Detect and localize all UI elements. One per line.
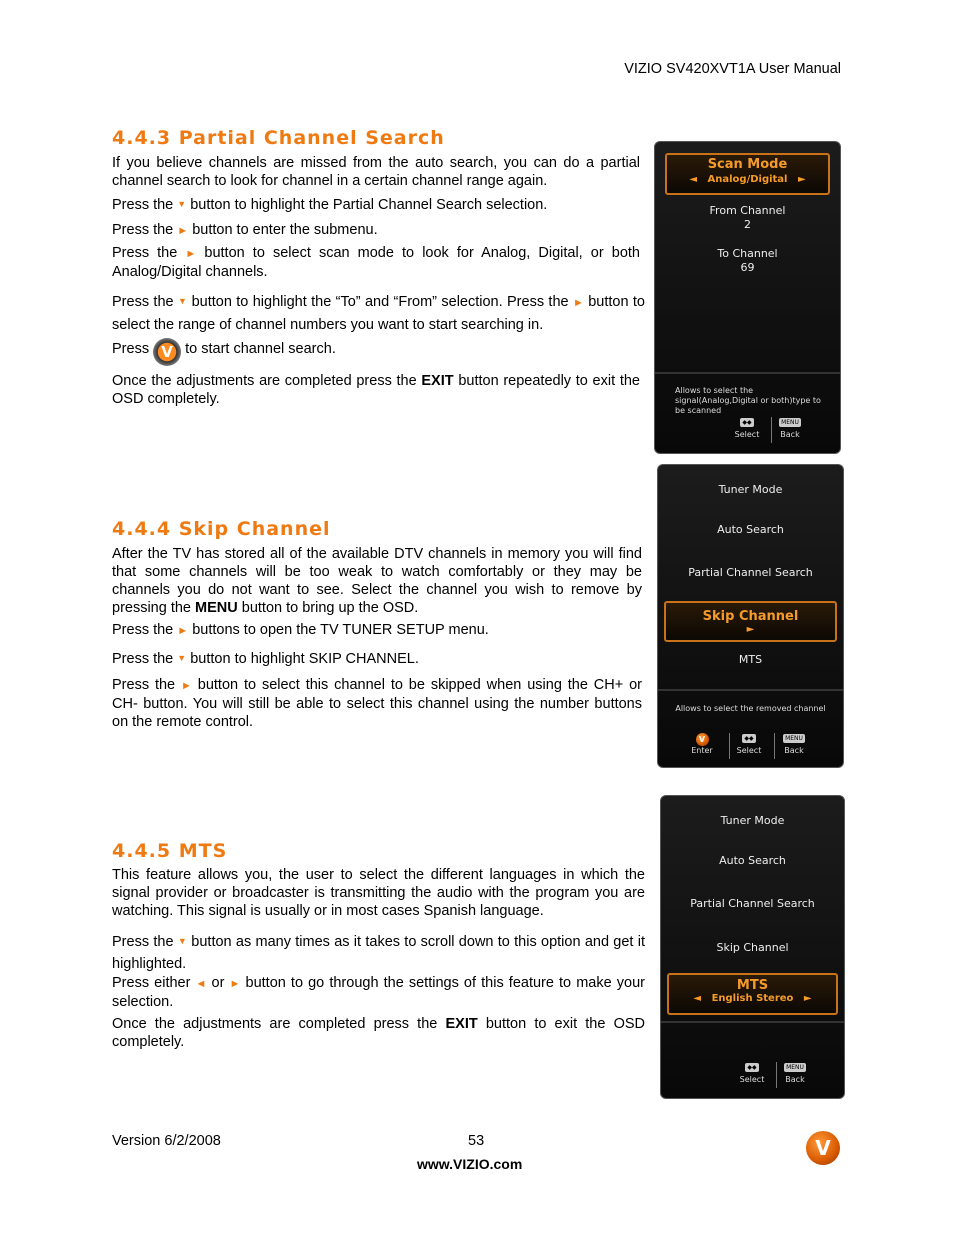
divider <box>655 372 840 374</box>
scan-mode-value-row <box>667 174 828 185</box>
paragraph: Press the ▼ button as many times as it takes to scroll down to this option and get it highlighted. <box>112 934 645 972</box>
down-arrow-icon: ▼ <box>177 296 188 306</box>
right-arrow-icon: ► <box>229 978 241 990</box>
right-arrow-icon: ► <box>181 680 192 692</box>
vizio-v-button-icon: V <box>153 338 181 366</box>
paragraph: Press the ▼ button to highlight the Partial Channel Search selection. <box>112 197 548 213</box>
left-arrow-icon: ◄ <box>195 978 207 990</box>
arrow-keys-icon: ◆◆ <box>744 735 754 742</box>
menu-item-mts-highlighted <box>667 973 838 1015</box>
right-arrow-icon: ► <box>746 624 755 635</box>
vizio-logo-icon: V <box>806 1131 840 1165</box>
paragraph: Press the ► buttons to open the TV TUNER SETUP menu. <box>112 622 489 638</box>
left-arrow-icon: ◄ <box>693 993 702 1004</box>
paragraph: Press the ► button to select this channel to be skipped when using the CH+ or CH- button. You will still be able to select this channel using the number buttons on the remote control. <box>112 677 642 730</box>
section-heading-skip-channel: 4.4.4 Skip Channel <box>112 518 331 540</box>
right-arrow-icon: ► <box>177 225 189 237</box>
paragraph: If you believe channels are missed from the auto search, you can do a partial channel search to look for channel in a certain channel range again. <box>112 155 640 189</box>
select-control: ◆◆ Select <box>739 1064 765 1084</box>
footer-url: www.VIZIO.com <box>417 1156 523 1172</box>
arrow-keys-icon: ◆◆ <box>747 1064 757 1071</box>
paragraph: Press the ▼ button to highlight the “To” and “From” selection. Press the ► button to select the range of channel numbers you want to start searching in. <box>112 294 645 333</box>
osd-hint-text: Allows to select the removed channel <box>675 704 826 713</box>
paragraph: Press either ◄ or ► button to go through the settings of this feature to make your selection. <box>112 975 645 1010</box>
paragraph: Press the ► button to select scan mode to look for Analog, Digital, or both Analog/Digital channels. <box>112 245 640 280</box>
vizio-v-button-icon: V <box>696 733 709 746</box>
right-arrow-icon: ► <box>177 625 189 637</box>
section-heading-mts: 4.4.5 MTS <box>112 840 228 862</box>
back-control: MENU Back <box>785 1064 805 1084</box>
left-arrow-icon: ◄ <box>689 174 698 185</box>
menu-item-skip-channel-highlighted <box>664 601 837 642</box>
paragraph: Press the ► button to enter the submenu. <box>112 222 378 238</box>
right-arrow-icon: ► <box>803 993 812 1004</box>
back-control: MENU Back <box>780 419 800 439</box>
document-header-title: VIZIO SV420XVT1A User Manual <box>624 61 841 77</box>
menu-item-partial-channel-search: Partial Channel Search <box>690 897 815 910</box>
osd-hint-text: Allows to select the signal(Analog,Digital or both)type to be scanned <box>675 386 821 415</box>
menu-item-tuner-mode: Tuner Mode <box>718 483 783 496</box>
to-channel-label: To Channel <box>717 247 778 260</box>
footer-page-number: 53 <box>468 1133 485 1149</box>
scan-mode-value: Analog/Digital <box>707 174 788 185</box>
menu-item-skip-channel: Skip Channel <box>716 941 789 954</box>
osd-tv-tuner-setup-mts <box>660 795 845 1099</box>
enter-control: V Enter <box>691 735 713 755</box>
menu-item-auto-search: Auto Search <box>719 854 786 867</box>
footer-version: Version 6/2/2008 <box>112 1133 221 1149</box>
paragraph: Once the adjustments are completed press the EXIT button repeatedly to exit the OSD completely. <box>112 373 640 407</box>
from-channel-label: From Channel <box>709 204 786 217</box>
select-control: ◆◆ Select <box>734 419 760 439</box>
skip-channel-label: Skip Channel <box>702 609 799 624</box>
arrow-keys-icon: ◆◆ <box>742 419 752 426</box>
paragraph: Once the adjustments are completed press the EXIT button to exit the OSD completely. <box>112 1016 645 1050</box>
menu-key-icon: MENU <box>786 1064 804 1071</box>
right-arrow-icon: ► <box>572 297 584 309</box>
paragraph: This feature allows you, the user to select the different languages in which the signal provider or broadcaster is transmitting the audio with the program you are watching. This signal is usually or in most cases Spanish language. <box>112 867 645 919</box>
paragraph: Press the ▼ button to highlight SKIP CHANNEL. <box>112 651 419 667</box>
menu-key-icon: MENU <box>785 735 803 742</box>
paragraph: Press V to start channel search. <box>112 338 642 366</box>
osd-partial-channel-search-screen <box>654 141 841 454</box>
menu-item-partial-channel-search: Partial Channel Search <box>688 566 813 579</box>
right-arrow-icon: ► <box>185 248 197 260</box>
scan-mode-label: Scan Mode <box>707 157 788 172</box>
to-channel-value: 69 <box>740 261 755 274</box>
mts-value: English Stereo <box>711 993 794 1004</box>
section-heading-partial-channel-search: 4.4.3 Partial Channel Search <box>112 127 445 149</box>
down-arrow-icon: ▼ <box>177 653 187 663</box>
mts-value-row <box>669 993 836 1004</box>
down-arrow-icon: ▼ <box>177 936 187 946</box>
osd-tv-tuner-setup-skip-channel <box>657 464 844 768</box>
divider <box>658 689 843 691</box>
down-arrow-icon: ▼ <box>177 199 187 209</box>
back-control: MENU Back <box>784 735 804 755</box>
select-control: ◆◆ Select <box>736 735 762 755</box>
menu-key-icon: MENU <box>781 419 799 426</box>
from-channel-value: 2 <box>744 218 751 231</box>
menu-item-auto-search: Auto Search <box>717 523 784 536</box>
scan-mode-selection <box>665 153 830 195</box>
menu-item-tuner-mode: Tuner Mode <box>720 814 785 827</box>
menu-item-mts: MTS <box>738 653 763 666</box>
right-arrow-icon: ► <box>797 174 806 185</box>
mts-label: MTS <box>736 978 769 993</box>
divider <box>661 1021 844 1023</box>
paragraph: After the TV has stored all of the available DTV channels in memory you will find that some channels will be too weak to watch comfortably or they may be channels you do not want to see. Select the channel you wish to remove by pressing the MENU button to bring up the OSD. <box>112 546 642 616</box>
